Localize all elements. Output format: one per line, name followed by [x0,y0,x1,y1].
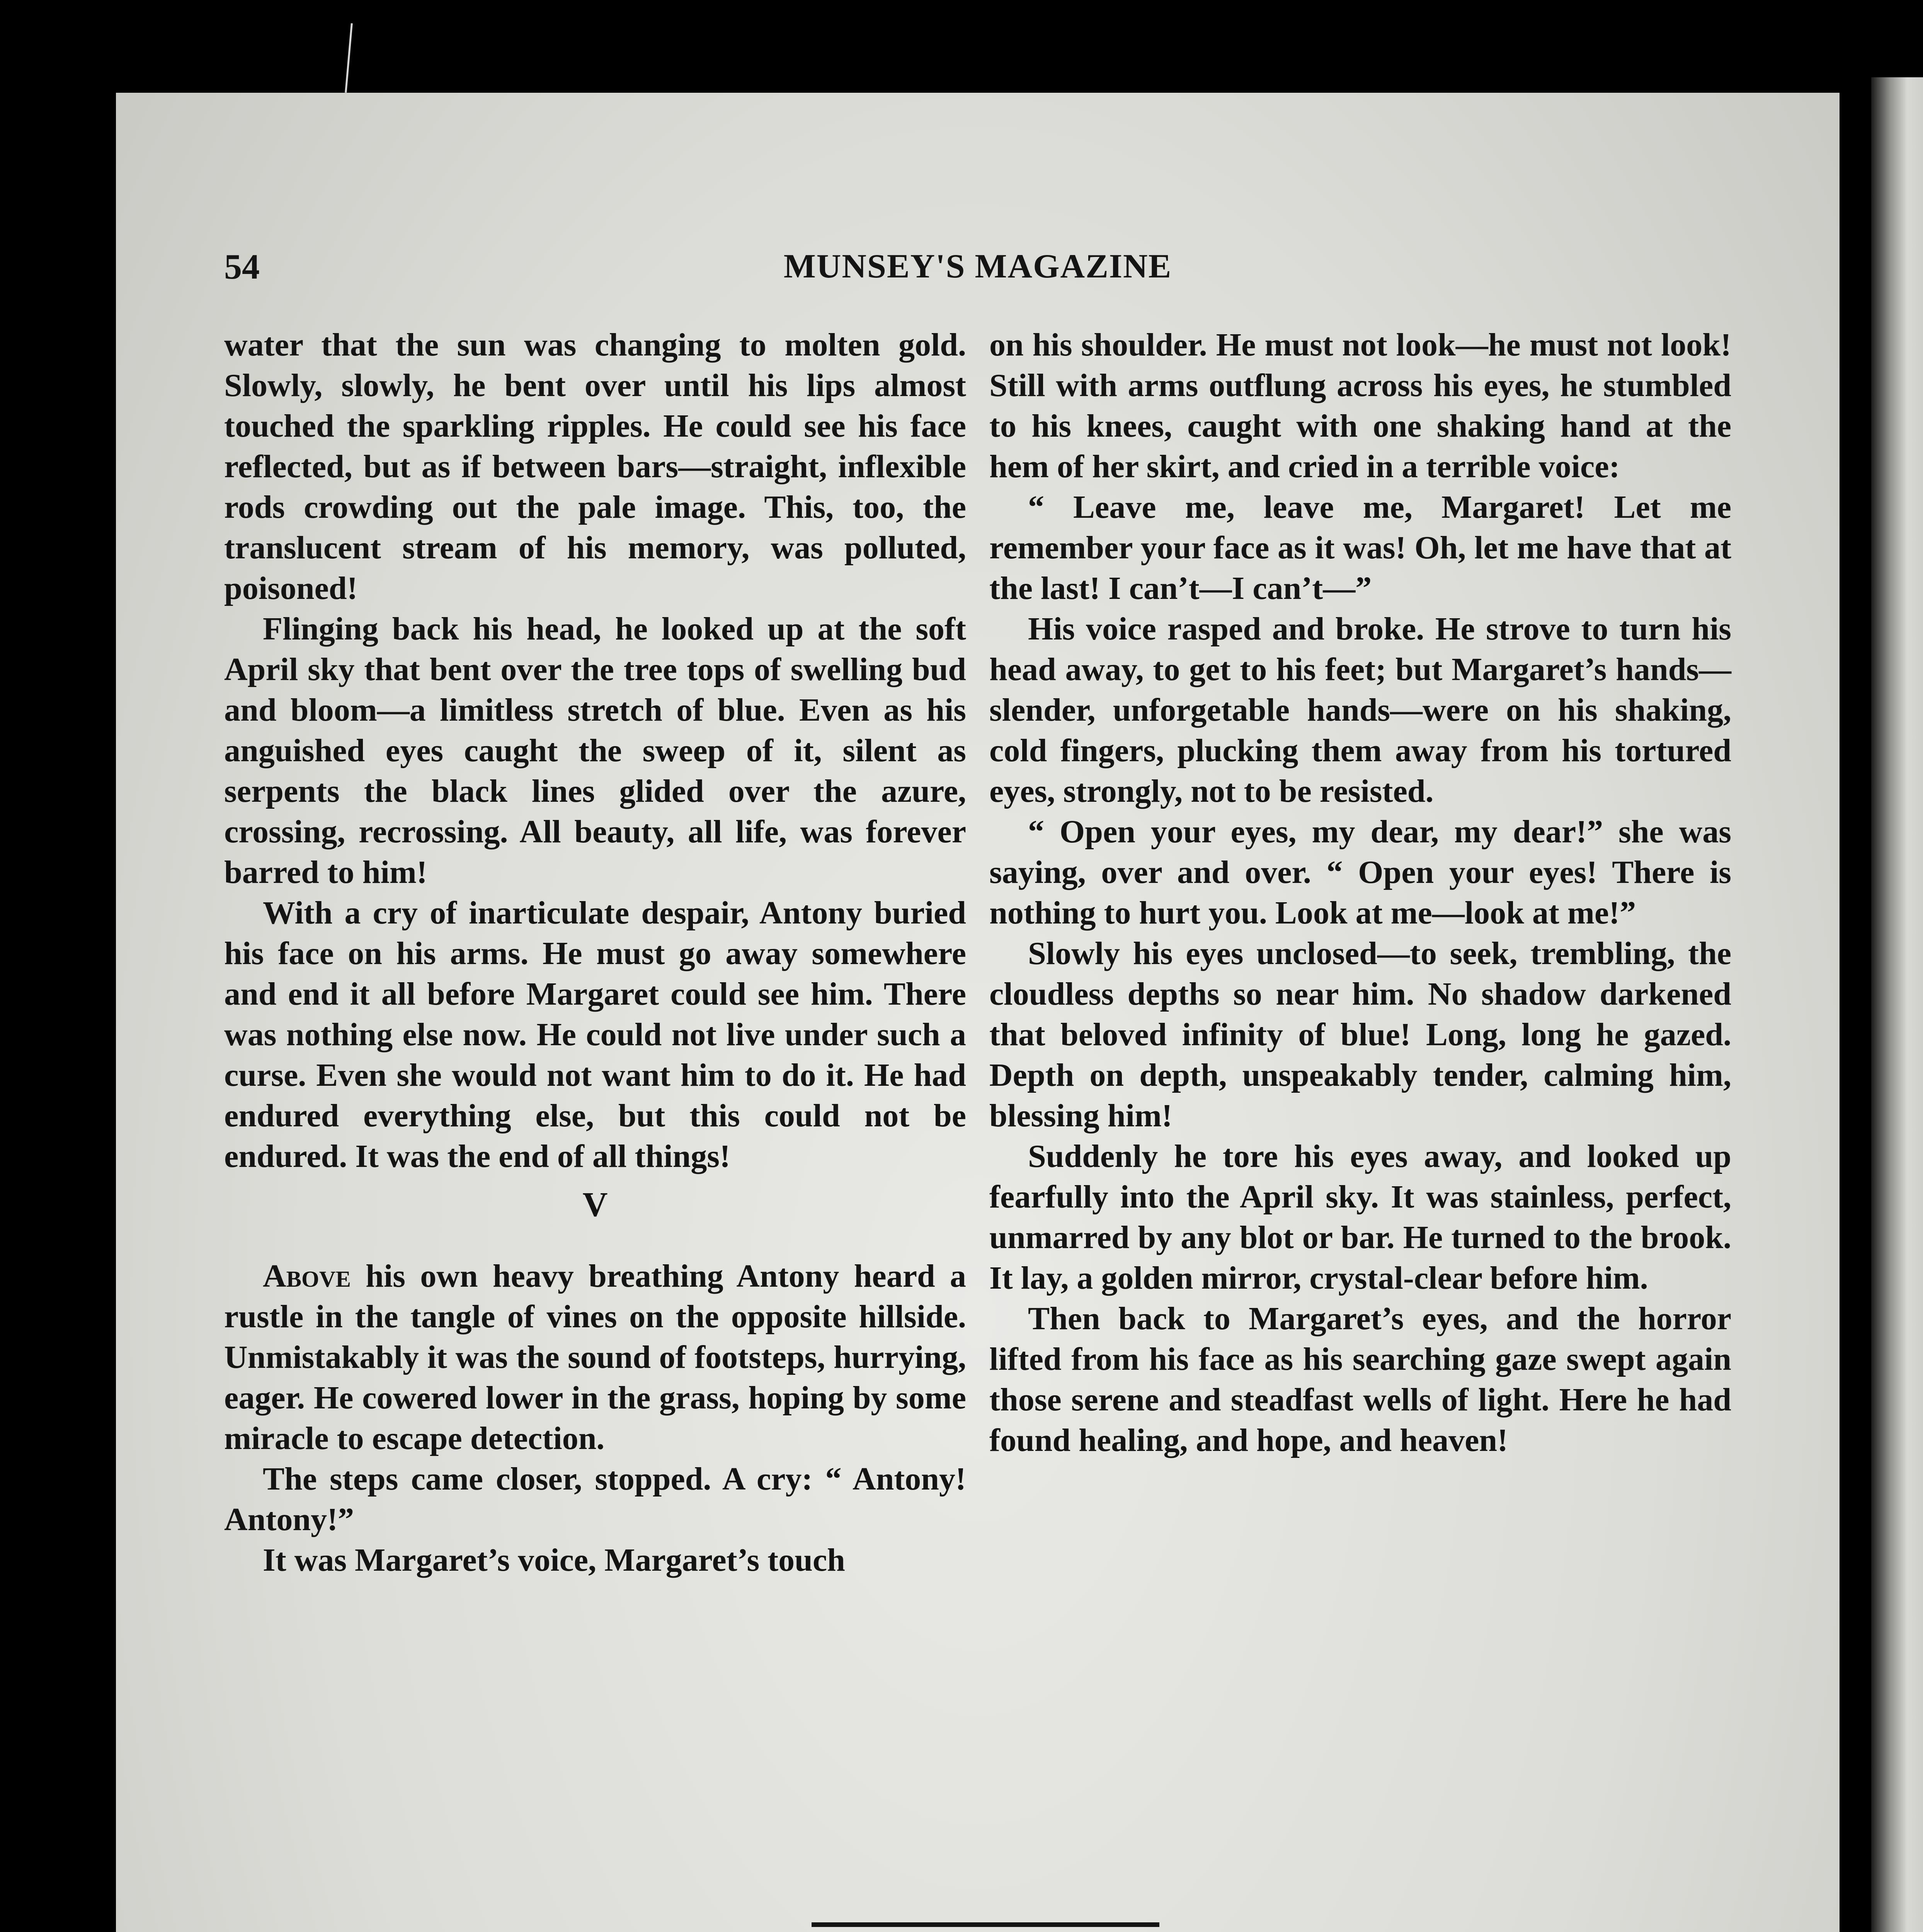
running-head: MUNSEY'S MAGAZINE [783,248,1172,285]
page-header [224,240,1731,294]
section-divider-rule [812,1922,1159,1927]
story-right-column [989,325,1731,1461]
story-paragraph: water that the sun was changing to molten gold. Slowly, slowly, he bent over until his lips almost touched the sparkling ripples. He could see his face reflected, but as if between bars—straight, inflexible rods crowding out the pale image. This, too, the translucent stream of his memory, was polluted, poisoned! [224,327,966,606]
section-lead-word: Above [263,1258,351,1294]
story-paragraph: “ Leave me, leave me, Margaret! Let me remember your face as it was! Oh, let me have that at the last! I can’t—I can’t—” [989,489,1731,606]
section-first-paragraph-text: his own heavy breathing Antony heard a rustle in the tangle of vines on the opposite hillside. Unmistakably it was the sound of footsteps, hurrying, eager. He cowered lower in the grass, hoping by some miracle to escape detection. [224,1258,966,1456]
magazine-page [116,93,1840,1932]
story-paragraph: The steps came closer, stopped. A cry: “ Antony! Antony!” [224,1461,966,1537]
story-paragraph: Suddenly he tore his eyes away, and looked up fearfully into the April sky. It was stainless, perfect, unmarred by any blot or bar. He turned to the brook. It lay, a golden mirror, crystal-clear before him. [989,1138,1731,1296]
story-paragraph: Flinging back his head, he looked up at the soft April sky that bent over the tree tops of swelling bud and bloom—a limitless stretch of blue. Even as his anguished eyes caught the sweep of it, silent as serpents the black lines glided over the azure, crossing, recrossing. All beauty, all life, was forever barred to him! [224,611,966,890]
story-paragraph: His voice rasped and broke. He strove to turn his head away, to get to his feet; but Margaret’s hands—slender, unforgetable hands—were on his shaking, cold fingers, plucking them away from his tortured eyes, strongly, not to be resisted. [989,611,1731,809]
story-paragraph: Slowly his eyes unclosed—to seek, trembling, the cloudless depths so near him. No shadow darkened that beloved infinity of blue! Long, long he gazed. Depth on depth, unspeakably tender, calming him, blessing him! [989,935,1731,1134]
story-paragraph: “ Open your eyes, my dear, my dear!” she was saying, over and over. “ Open your eyes! There is nothing to hurt you. Look at me—look at me!” [989,814,1731,931]
story-paragraph: Then back to Margaret’s eyes, and the horror lifted from his face as his searching gaze swept again those serene and steadfast wells of light. Here he had found healing, and hope, and heaven! [989,1301,1731,1458]
facing-page-edge [1871,77,1923,1932]
story-paragraph [224,1256,966,1459]
story-paragraph: on his shoulder. He must not look—he must not look! Still with arms outflung across his eyes, he stumbled to his knees, caught with one shaking hand at the hem of her skirt, and cried in a terrible voice: [989,327,1731,485]
section-numeral: V [582,1185,608,1224]
story-paragraph: It was Margaret’s voice, Margaret’s touch [263,1542,845,1578]
film-scratch [345,23,353,93]
page-number: 54 [224,247,260,286]
story-left-column [224,325,966,1580]
story-paragraph: With a cry of inarticulate despair, Antony buried his face on his arms. He must go away somewhere and end it all before Margaret could see him. There was nothing else now. He could not live under such a curse. Even she would not want him to do it. He had endured everything else, but this could not be endured. It was the end of all things! [224,895,966,1174]
